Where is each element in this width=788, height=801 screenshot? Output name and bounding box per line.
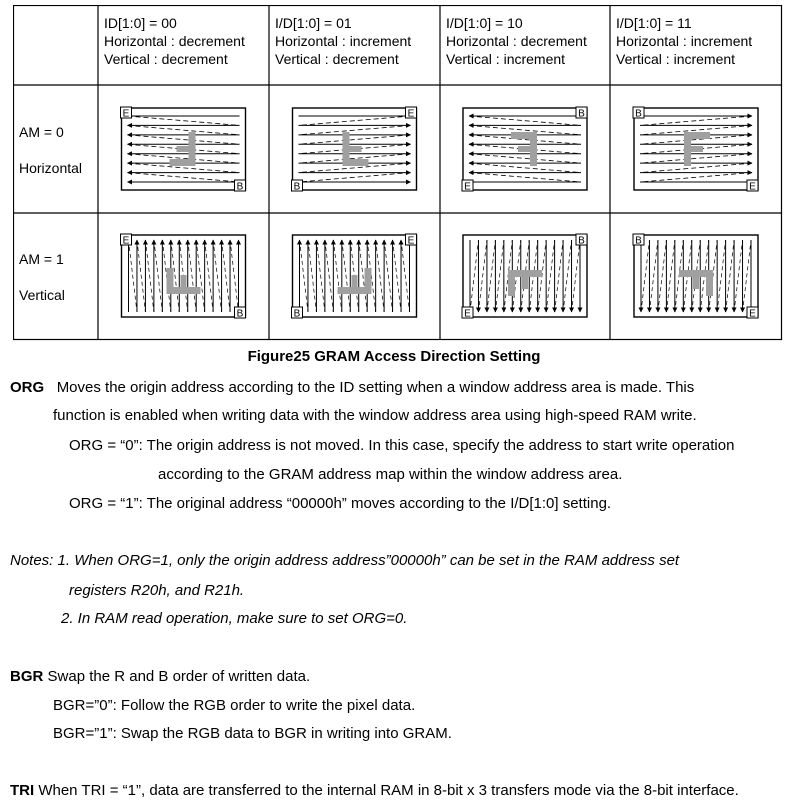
col-01-horizontal: Horizontal : increment bbox=[275, 33, 412, 49]
svg-text:E: E bbox=[122, 108, 130, 120]
col-01-id: I/D[1:0] = 01 bbox=[275, 15, 352, 31]
col-header-00 bbox=[104, 14, 245, 68]
col-00-horizontal: Horizontal : decrement bbox=[104, 33, 245, 49]
row-label-vertical: Vertical bbox=[19, 287, 65, 303]
bgr-desc: Swap the R and B order of written data. bbox=[47, 668, 311, 685]
svg-text:B: B bbox=[293, 308, 301, 320]
col-11-vertical: Vertical : increment bbox=[616, 51, 736, 67]
org-line-1 bbox=[10, 378, 694, 398]
note-2: 2. In RAM read operation, make sure to set ORG=0. bbox=[61, 610, 408, 627]
svg-text:B: B bbox=[635, 108, 642, 120]
svg-text:E: E bbox=[464, 308, 471, 320]
diagram-am0-col2 bbox=[462, 107, 587, 193]
svg-text:B: B bbox=[578, 108, 585, 120]
col-01-vertical: Vertical : decrement bbox=[275, 51, 399, 67]
svg-text:B: B bbox=[293, 181, 301, 193]
tri-term: TRI bbox=[10, 782, 35, 799]
col-00-id: ID[1:0] = 00 bbox=[104, 15, 177, 31]
bgr-option-0: BGR=”0”: Follow the RGB order to write the pixel data. bbox=[53, 697, 416, 714]
org-option-0-b: according to the GRAM address map within the window address area. bbox=[158, 466, 623, 483]
row-label-horizontal: Horizontal bbox=[19, 160, 83, 176]
svg-text:B: B bbox=[578, 235, 585, 247]
col-11-horizontal: Horizontal : increment bbox=[616, 33, 753, 49]
diagram-am1-col2 bbox=[462, 234, 587, 320]
col-00-vertical: Vertical : decrement bbox=[104, 51, 228, 67]
svg-text:E: E bbox=[749, 181, 756, 193]
org-desc-2: function is enabled when writing data with the window address area using high-speed RAM write. bbox=[53, 407, 697, 424]
note-1-b: registers R20h, and R21h. bbox=[69, 582, 245, 599]
org-option-1: ORG = “1”: The original address “00000h” moves according to the I/D[1:0] setting. bbox=[69, 495, 612, 512]
diagram-am0-col3 bbox=[633, 107, 758, 193]
org-desc-1: Moves the origin address according to the ID setting when a window address area is made. This bbox=[56, 379, 695, 396]
svg-text:E: E bbox=[464, 181, 471, 193]
bgr-option-1: BGR=”1”: Swap the RGB data to BGR in writing into GRAM. bbox=[53, 725, 452, 742]
col-10-id: I/D[1:0] = 10 bbox=[446, 15, 523, 31]
col-header-01 bbox=[275, 14, 411, 68]
svg-text:B: B bbox=[236, 181, 244, 193]
svg-text:B: B bbox=[236, 308, 244, 320]
bgr-term: BGR bbox=[10, 668, 44, 685]
svg-text:B: B bbox=[635, 235, 642, 247]
diagram-am0-col0 bbox=[121, 107, 246, 193]
col-header-10 bbox=[446, 14, 587, 68]
col-11-id: I/D[1:0] = 11 bbox=[616, 15, 692, 31]
diagram-am1-col1 bbox=[292, 234, 417, 320]
svg-text:E: E bbox=[122, 235, 130, 247]
svg-text:E: E bbox=[407, 235, 415, 247]
col-10-vertical: Vertical : increment bbox=[446, 51, 566, 67]
tri-desc: When TRI = “1”, data are transferred to the internal RAM in 8-bit x 3 transfers mode via the 8-bit interface. bbox=[38, 782, 739, 799]
figure-caption: Figure25 GRAM Access Direction Setting bbox=[247, 348, 541, 365]
svg-text:E: E bbox=[407, 108, 415, 120]
row-label-am1: AM = 1 bbox=[19, 251, 64, 267]
tri-line bbox=[10, 781, 739, 801]
note-1-a: Notes: 1. When ORG=1, only the origin address address”00000h” can be set in the RAM address set bbox=[10, 552, 680, 569]
diagram-am1-col3 bbox=[633, 234, 758, 320]
bgr-line bbox=[10, 667, 310, 687]
org-term: ORG bbox=[10, 379, 45, 396]
svg-text:E: E bbox=[749, 308, 756, 320]
org-option-0-a: ORG = “0”: The origin address is not moved. In this case, specify the address to start write operation bbox=[69, 437, 735, 454]
row-label-am0: AM = 0 bbox=[19, 124, 64, 140]
diagram-am1-col0 bbox=[121, 234, 246, 320]
col-10-horizontal: Horizontal : decrement bbox=[446, 33, 587, 49]
diagram-am0-col1 bbox=[292, 107, 417, 193]
col-header-11 bbox=[616, 14, 752, 68]
